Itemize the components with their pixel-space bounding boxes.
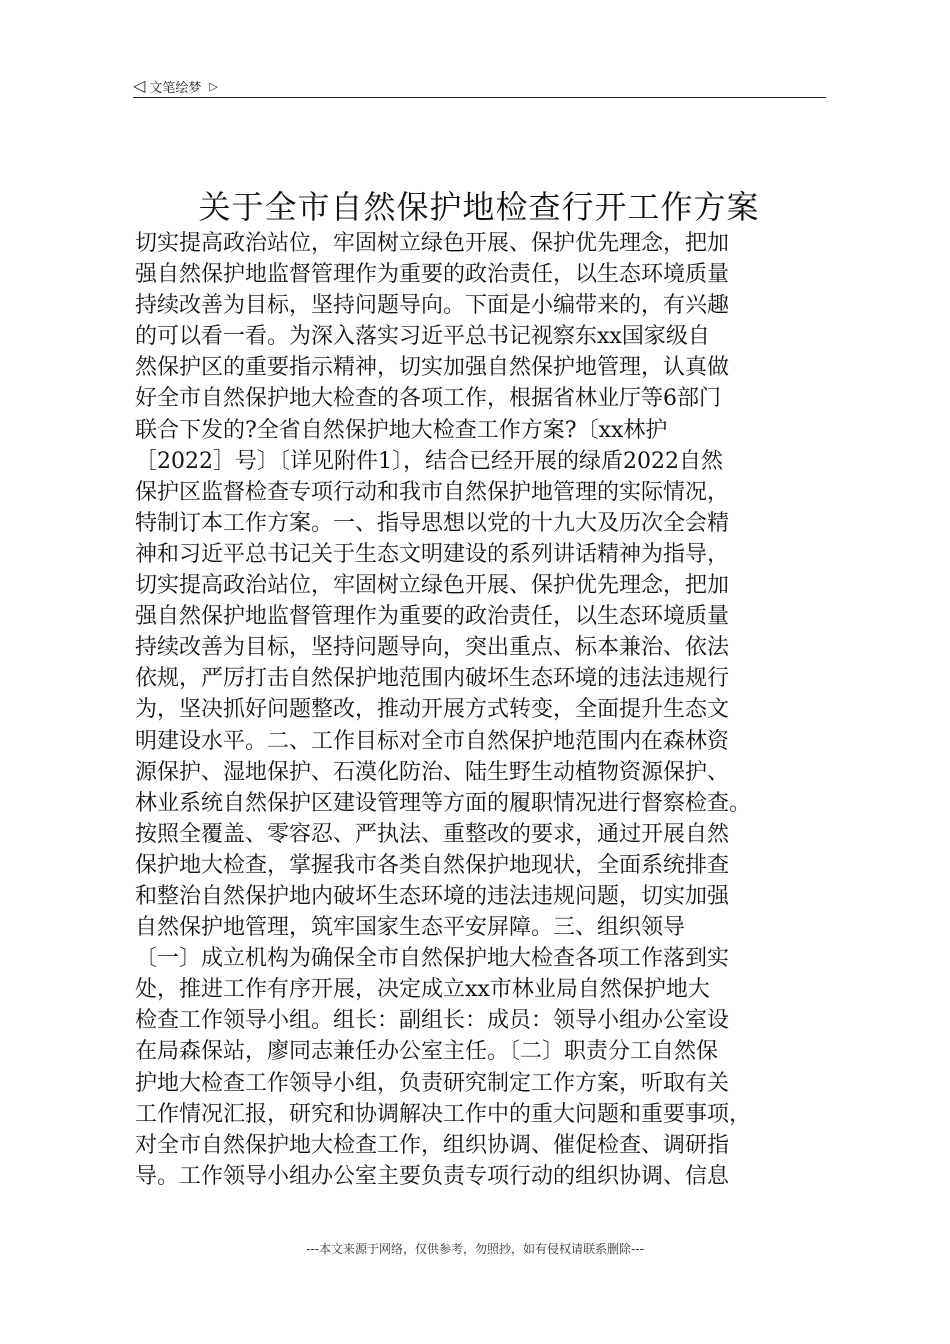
body-line: 处，推进工作有序开展，决定成立xx市林业局自然保护地大 <box>135 977 710 1003</box>
body-line: 源保护、湿地保护、石漠化防治、陆生野生动植物资源保护、 <box>135 759 730 785</box>
header-label: 文笔绘梦 <box>149 80 202 96</box>
body-line: ［2022］号〕〔详见附件1〕，结合已经开展的绿盾2022自然 <box>135 448 723 474</box>
body-line: 按照全覆盖、零容忍、严执法、重整改的要求，通过开展自然 <box>135 821 730 847</box>
body-line: 强自然保护地监督管理作为重要的政治责任，以生态环境质量 <box>135 604 730 630</box>
body-line: 对全市自然保护地大检查工作，组织协调、催促检查、调研指 <box>135 1132 730 1158</box>
body-line: 联合下发的?全省自然保护地大检查工作方案?〔xx林护 <box>135 417 668 443</box>
body-line: 保护地大检查，掌握我市各类自然保护地现状，全面系统排查 <box>135 852 730 878</box>
body-line: 〔一〕成立机构为确保全市自然保护地大检查各项工作落到实 <box>135 946 730 972</box>
body-line: 切实提高政治站位，牢固树立绿色开展、保护优先理念，把加 <box>135 573 730 599</box>
right-triangle-icon: ▷ <box>209 79 218 93</box>
body-line: 护地大检查工作领导小组，负责研究制定工作方案，听取有关 <box>135 1070 730 1096</box>
body-line: 切实提高政治站位，牢固树立绿色开展、保护优先理念，把加 <box>135 231 730 256</box>
body-line: 检查工作领导小组。组长：副组长：成员：领导小组办公室设 <box>135 1008 730 1034</box>
body-line: 的可以看一看。为深入落实习近平总书记视察东xx国家级自 <box>135 324 710 350</box>
document-body <box>135 228 827 1192</box>
body-line: 然保护区的重要指示精神，切实加强自然保护地管理，认真做 <box>135 355 730 381</box>
body-line: 保护区监督检查专项行动和我市自然保护地管理的实际情况， <box>135 479 730 505</box>
body-line: 和整治自然保护地内破坏生态环境的违法违规问题，切实加强 <box>135 883 730 909</box>
page-header <box>133 74 825 98</box>
body-line: 为，坚决抓好问题整改，推动开展方式转变，全面提升生态文 <box>135 697 730 723</box>
body-line: 依规，严厉打击自然保护地范围内破坏生态环境的违法违规行 <box>135 666 730 692</box>
body-line: 特制订本工作方案。一、指导思想以党的十九大及历次全会精 <box>135 510 730 536</box>
body-line: 在局森保站，廖同志兼任办公室主任。〔二〕职责分工自然保 <box>135 1039 719 1065</box>
body-line: 工作情况汇报，研究和协调解决工作中的重大问题和重要事项， <box>135 1101 752 1127</box>
body-line: 神和习近平总书记关于生态文明建设的系列讲话精神为指导， <box>135 541 730 567</box>
page-footer: ---本文来源于网络，仅供参考，勿照抄，如有侵权请联系删除--- <box>306 1242 644 1256</box>
body-line: 持续改善为目标，坚持问题导向，突出重点、标本兼治、依法 <box>135 635 730 661</box>
left-triangle-icon: ◁ <box>133 76 146 95</box>
body-line: 持续改善为目标，坚持问题导向。下面是小编带来的，有兴趣 <box>135 293 730 319</box>
document-title: 关于全市自然保护地检查行开工作方案 <box>198 188 760 226</box>
body-line: 导。工作领导小组办公室主要负责专项行动的组织协调、信息 <box>135 1163 730 1189</box>
body-line: 林业系统自然保护区建设管理等方面的履职情况进行督察检查。 <box>135 790 752 816</box>
body-line: 明建设水平。二、工作目标对全市自然保护地范围内在森林资 <box>135 728 730 754</box>
header-divider <box>133 97 826 98</box>
body-line: 好全市自然保护地大检查的各项工作，根据省林业厅等6部门 <box>135 386 721 412</box>
body-line: 强自然保护地监督管理作为重要的政治责任，以生态环境质量 <box>135 262 730 288</box>
body-line: 自然保护地管理，筑牢国家生态平安屏障。三、组织领导 <box>135 915 686 941</box>
